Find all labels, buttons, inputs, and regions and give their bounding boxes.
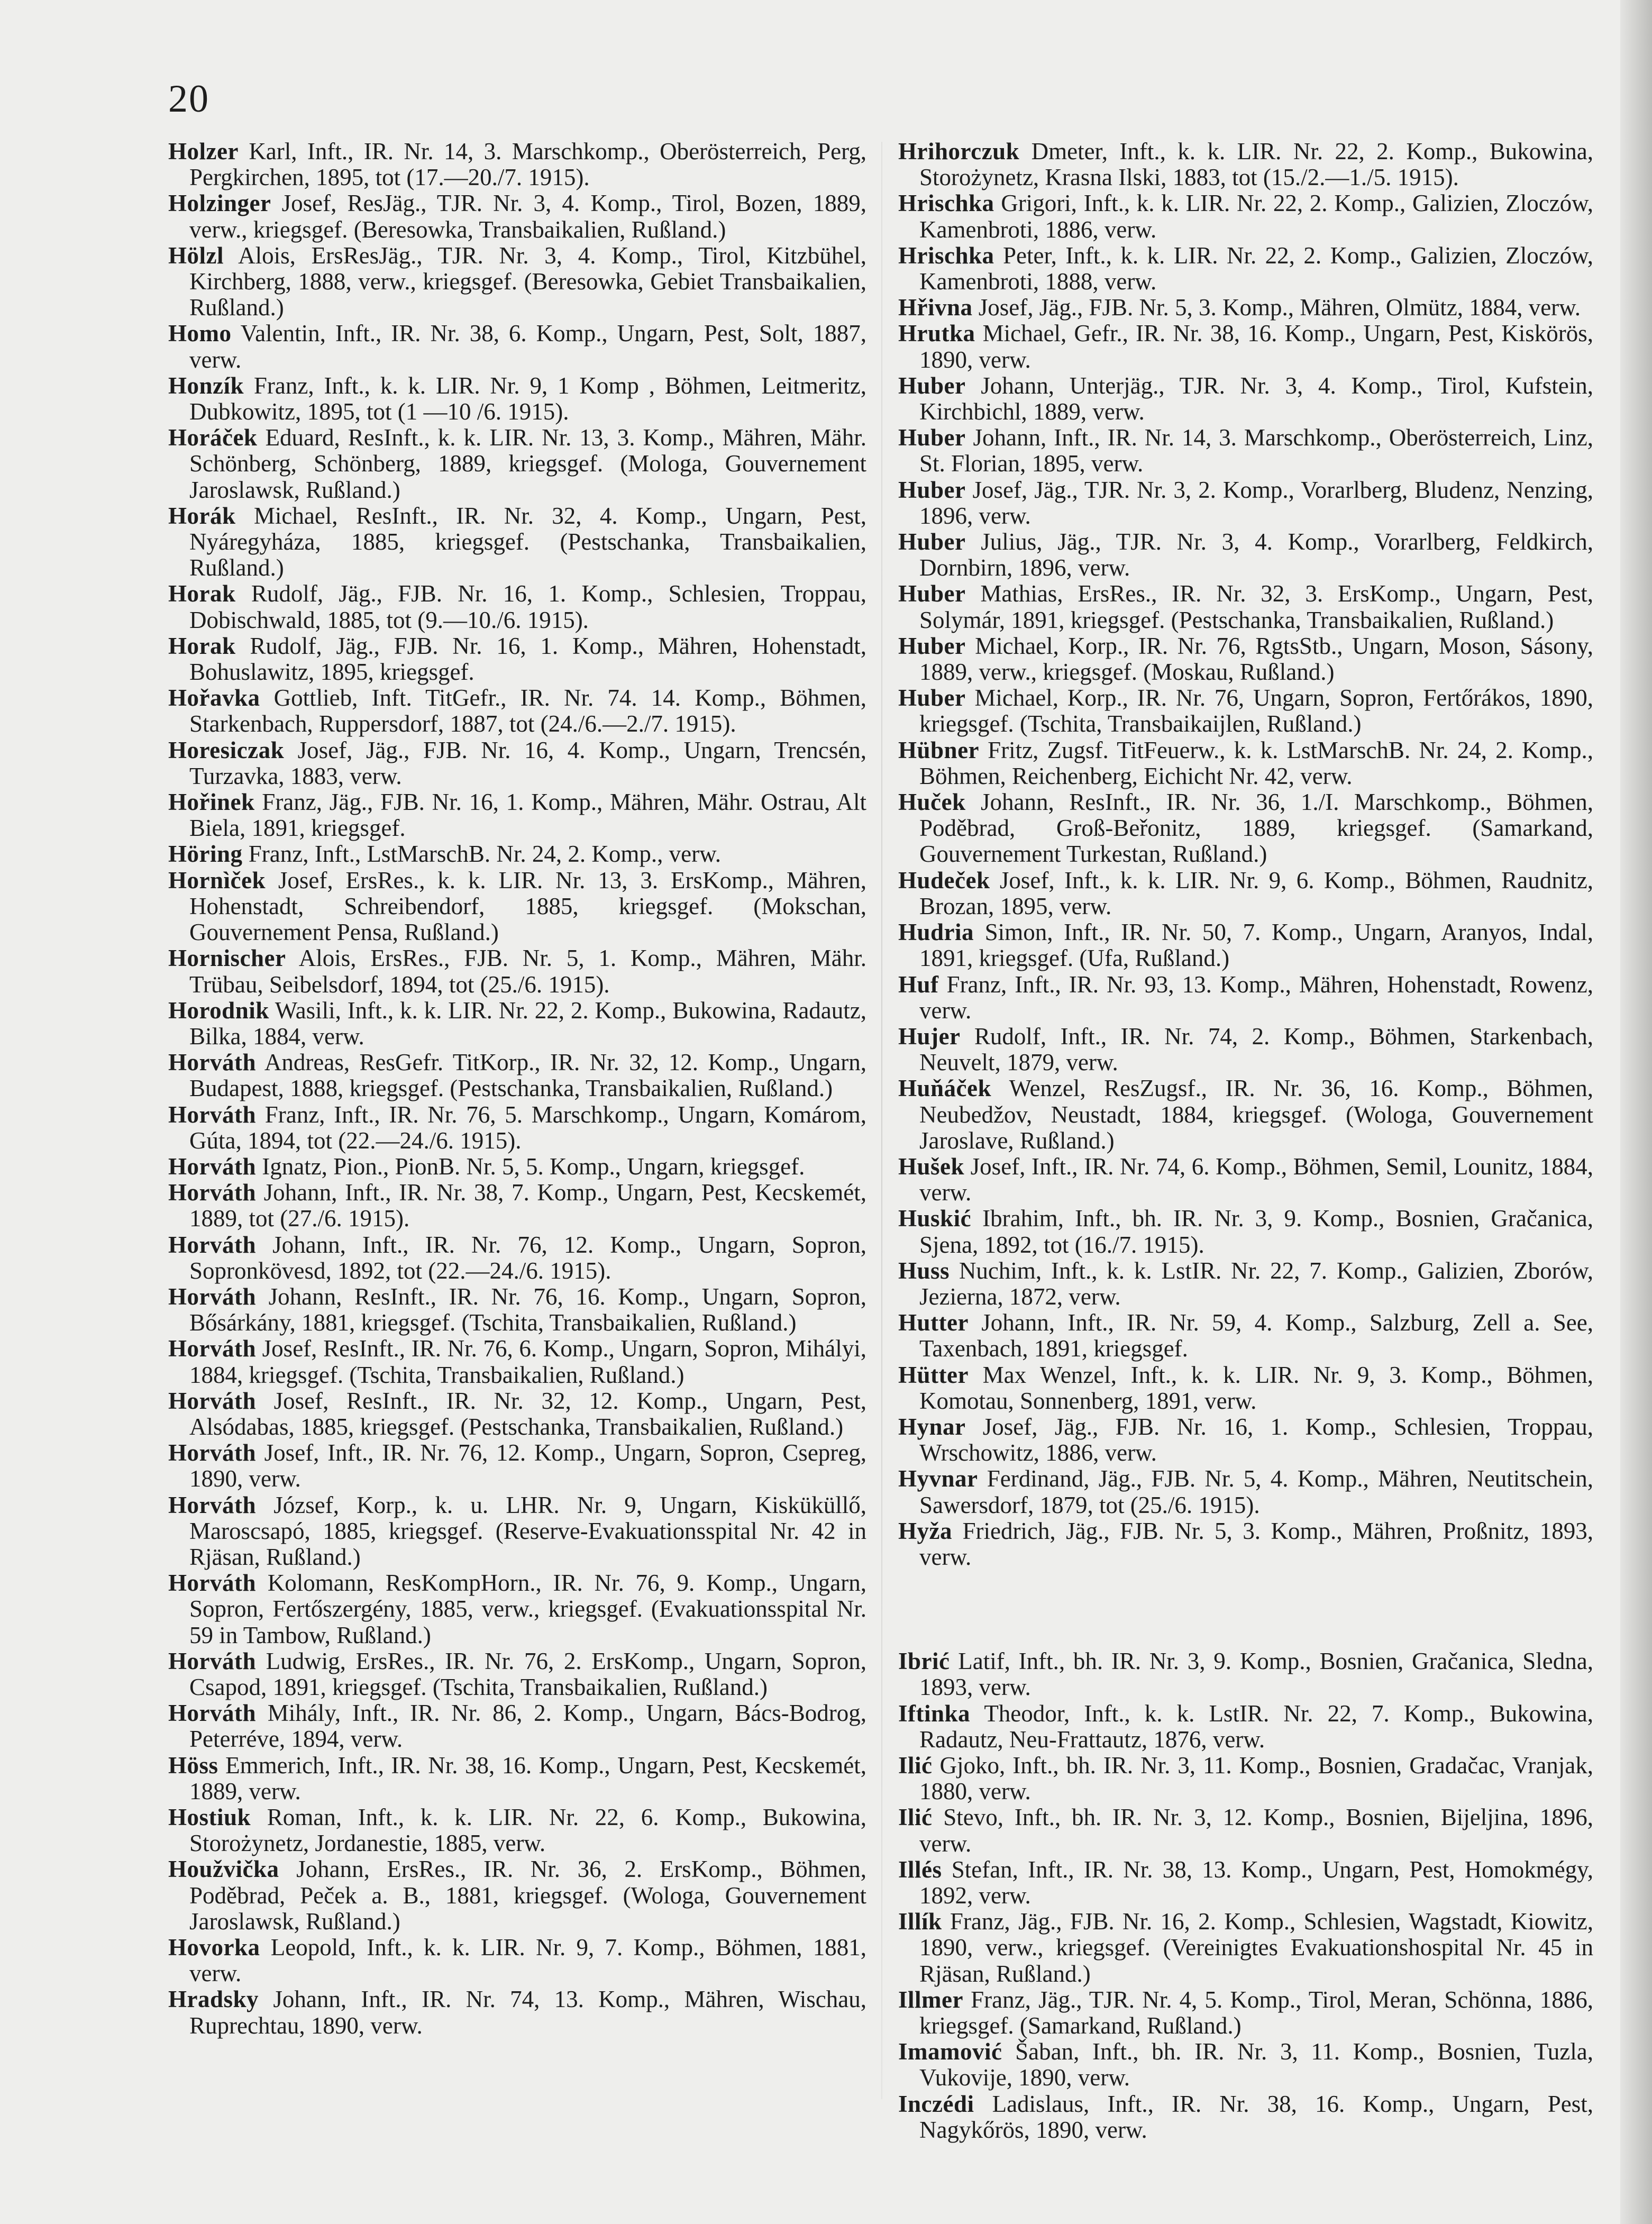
register-entry	[168, 633, 866, 685]
register-entry	[898, 685, 1593, 737]
entry-details: Max Wenzel, Inft., k. k. LIR. Nr. 9, 3. Komp., Böhmen, Komotau, Sonnenberg, 1891, verw.	[919, 1361, 1594, 1414]
entry-surname: Huber	[898, 685, 966, 712]
entry-details: Johann, Inft., IR. Nr. 76, 12. Komp., Ungarn, Sopron, Sopronkövesd, 1892, tot (22.—24./6. 1915).	[189, 1231, 866, 1284]
register-entry	[898, 633, 1593, 685]
entry-details: Josef, Jäg., TJR. Nr. 3, 2. Komp., Vorarlberg, Bludenz, Nenzing, 1896, verw.	[919, 476, 1594, 529]
entry-details: Josef, Jäg., FJB. Nr. 16, 4. Komp., Ungarn, Trencsén, Turzavka, 1883, verw.	[189, 736, 866, 789]
entry-details: Dmeter, Inft., k. k. LIR. Nr. 22, 2. Komp., Bukowina, Storożynetz, Krasna Ilski, 1883, tot (15./2.—1./5. 1915).	[919, 138, 1594, 191]
entry-details: Ferdinand, Jäg., FJB. Nr. 5, 4. Komp., Mähren, Neutitschein, Sawersdorf, 1879, tot (25./6. 1915).	[919, 1465, 1594, 1518]
entry-surname: Hyža	[898, 1517, 952, 1544]
entry-surname: Hynar	[898, 1413, 966, 1440]
register-entry	[898, 789, 1593, 868]
entry-surname: Iftinka	[898, 1700, 971, 1727]
entry-surname: Huber	[898, 580, 966, 607]
register-entry	[168, 1336, 866, 1388]
entry-surname: Huber	[898, 424, 966, 451]
entry-details: Johann, ResInft., IR. Nr. 36, 1./I. Marschkomp., Böhmen, Poděbrad, Groß-Beřonitz, 1889, kriegsgef. (Samarkand, Gouvernement Turkestan, Rußland.)	[919, 789, 1593, 868]
register-entry	[898, 477, 1593, 529]
entry-surname: Horodnik	[168, 997, 269, 1024]
page-number: 20	[168, 77, 209, 121]
entry-surname: Inczédi	[898, 2090, 974, 2117]
entry-details: Franz, Jäg., FJB. Nr. 16, 2. Komp., Schlesien, Wagstadt, Kiowitz, 1890, verw., kriegsgef. (Vereinigtes Evakuationshospital Nr. 45 in Rjäsan, Rußland.)	[919, 1908, 1593, 1987]
entry-details: Ladislaus, Inft., IR. Nr. 38, 16. Komp., Ungarn, Pest, Nagykőrös, 1890, verw.	[919, 2090, 1593, 2143]
entry-details: Eduard, ResInft., k. k. LIR. Nr. 13, 3. Komp., Mähren, Mähr. Schönberg, Schönberg, 1889, kriegsgef. (Mologa, Gouvernement Jaroslawsk, Rußland.)	[189, 424, 867, 503]
register-entry	[168, 945, 866, 997]
entry-surname: Horváth	[168, 1647, 256, 1674]
entry-surname: Hrischka	[898, 190, 994, 217]
entry-details: Theodor, Inft., k. k. LstIR. Nr. 22, 7. Komp., Bukowina, Radautz, Neu-Frattautz, 1876, verw.	[919, 1700, 1594, 1753]
entry-details: Alois, ErsResJäg., TJR. Nr. 3, 4. Komp., Tirol, Kitzbühel, Kirchberg, 1888, verw., kriegsgef. (Beresowka, Gebiet Transbaikalien, Rußland.)	[189, 242, 866, 321]
entry-surname: Hutter	[898, 1309, 969, 1336]
register-entry	[168, 503, 866, 581]
register-entry	[168, 139, 866, 190]
entry-surname: Houžvička	[168, 1856, 279, 1883]
register-entry	[898, 243, 1593, 295]
entry-details: Ignatz, Pion., PionB. Nr. 5, 5. Komp., Ungarn, kriegsgef.	[262, 1153, 805, 1180]
entry-details: Michael, Gefr., IR. Nr. 38, 16. Komp., Ungarn, Pest, Kiskörös, 1890, verw.	[919, 320, 1593, 373]
register-entry	[168, 868, 866, 946]
entry-details: Šaban, Inft., bh. IR. Nr. 3, 11. Komp., Bosnien, Tuzla, Vukovije, 1890, verw.	[919, 2038, 1593, 2091]
entry-surname: Horváth	[168, 1700, 256, 1727]
entry-details: Simon, Inft., IR. Nr. 50, 7. Komp., Ungarn, Aranyos, Indal, 1891, kriegsgef. (Ufa, Rußland.)	[919, 919, 1593, 972]
entry-details: Mihály, Inft., IR. Nr. 86, 2. Komp., Ungarn, Bács-Bodrog, Peterréve, 1894, verw.	[189, 1700, 866, 1753]
register-entry	[168, 1154, 866, 1180]
register-entry	[168, 1935, 866, 1986]
register-entry	[898, 295, 1593, 321]
entry-details: Nuchim, Inft., k. k. LstIR. Nr. 22, 7. Komp., Galizien, Zborów, Jezierna, 1872, verw.	[919, 1257, 1593, 1310]
left-column	[168, 139, 866, 2039]
register-entry	[168, 190, 866, 242]
register-entry	[168, 737, 866, 789]
entry-surname: Hradsky	[168, 1986, 259, 2013]
entry-surname: Holzer	[168, 138, 239, 165]
entry-details: Franz, Inft., IR. Nr. 76, 5. Marschkomp., Ungarn, Komárom, Gúta, 1894, tot (22.—24./6. 1915).	[189, 1101, 866, 1154]
entry-details: Karl, Inft., IR. Nr. 14, 3. Marschkomp., Oberösterreich, Perg, Pergkirchen, 1895, tot (17.—20./7. 1915).	[189, 138, 866, 191]
entry-surname: Horak	[168, 632, 236, 659]
register-entry	[898, 1206, 1593, 1257]
entry-details: Johann, ErsRes., IR. Nr. 36, 2. ErsKomp., Böhmen, Poděbrad, Peček a. B., 1881, kriegsgef. (Wologa, Gouvernement Jaroslawsk, Rußland.)	[189, 1856, 867, 1935]
register-entry	[898, 1909, 1593, 1987]
entry-surname: Hudeček	[898, 867, 990, 894]
entry-details: Ibrahim, Inft., bh. IR. Nr. 3, 9. Komp., Bosnien, Gračanica, Sjena, 1892, tot (16./7. 1915).	[919, 1205, 1594, 1258]
entry-surname: Huskić	[898, 1205, 972, 1232]
entry-details: Rudolf, Jäg., FJB. Nr. 16, 1. Komp., Mähren, Hohenstadt, Bohuslawitz, 1895, kriegsgef.	[189, 632, 866, 686]
scan-page-edge	[1620, 0, 1652, 2224]
register-entry	[898, 1024, 1593, 1075]
entry-surname: Höring	[168, 841, 243, 868]
entry-details: Johann, ResInft., IR. Nr. 76, 16. Komp., Ungarn, Sopron, Bősárkány, 1881, kriegsgef. (Tschita, Transbaikalien, Rußland.)	[189, 1283, 866, 1336]
entry-surname: Hübner	[898, 736, 980, 763]
entry-surname: Horváth	[168, 1387, 256, 1414]
register-entry	[898, 1258, 1593, 1310]
entry-surname: Huss	[898, 1257, 950, 1284]
entry-details: Johann, Inft., IR. Nr. 59, 4. Komp., Salzburg, Zell a. See, Taxenbach, 1891, kriegsgef.	[919, 1309, 1593, 1362]
register-entry	[898, 972, 1593, 1024]
register-entry	[168, 1388, 866, 1440]
entries-h	[898, 139, 1593, 1570]
register-entry	[168, 1804, 866, 1856]
register-entry	[898, 2091, 1593, 2143]
entry-surname: Hovorka	[168, 1934, 260, 1961]
entry-surname: Höss	[168, 1752, 218, 1779]
entry-details: Mathias, ErsRes., IR. Nr. 32, 3. ErsKomp., Ungarn, Pest, Solymár, 1891, kriegsgef. (Pestschanka, Transbaikalien, Rußland.)	[919, 580, 1593, 633]
register-entry	[168, 425, 866, 503]
register-entry	[898, 1518, 1593, 1570]
entry-surname: Hrihorczuk	[898, 138, 1020, 165]
entry-surname: Ilić	[898, 1752, 933, 1779]
section-gap	[898, 1570, 1593, 1648]
entry-details: József, Korp., k. u. LHR. Nr. 9, Ungarn, Kisküküllő, Maroscsapó, 1885, kriegsgef. (Reserve-Evakuationsspital Nr. 42 in Rjäsan, Rußland.)	[189, 1491, 866, 1570]
entry-details: Johann, Inft., IR. Nr. 14, 3. Marschkomp., Oberösterreich, Linz, St. Florian, 1895, verw.	[919, 424, 1594, 477]
register-entry	[898, 1857, 1593, 1909]
entry-details: Wenzel, ResZugsf., IR. Nr. 36, 16. Komp., Böhmen, Neubedžov, Neustadt, 1884, kriegsgef. (Wologa, Gouvernement Jaroslave, Rußland.)	[919, 1075, 1593, 1154]
register-entry	[168, 321, 866, 372]
register-entry	[168, 685, 866, 737]
entry-surname: Hütter	[898, 1361, 969, 1388]
register-entry	[898, 1362, 1593, 1414]
entry-details: Emmerich, Inft., IR. Nr. 38, 16. Komp., Ungarn, Pest, Kecskemét, 1889, verw.	[189, 1752, 867, 1804]
entry-surname: Hořinek	[168, 789, 255, 816]
entry-details: Josef, ResInft., IR. Nr. 76, 6. Komp., Ungarn, Sopron, Mihályi, 1884, kriegsgef. (Tschita, Transbaikalien, Rußland.)	[189, 1335, 867, 1388]
register-entry	[168, 1232, 866, 1284]
entry-surname: Huček	[898, 789, 966, 816]
entry-details: Josef, ResInft., IR. Nr. 32, 12. Komp., Ungarn, Pest, Alsódabas, 1885, kriegsgef. (Pestschanka, Transbaikalien, Rußland.)	[189, 1387, 866, 1440]
entry-details: Johann, Inft., IR. Nr. 74, 13. Komp., Mähren, Wischau, Ruprechtau, 1890, verw.	[189, 1986, 866, 2039]
entry-surname: Horváth	[168, 1335, 256, 1362]
entry-surname: Horváth	[168, 1283, 256, 1310]
entry-surname: Horváth	[168, 1439, 256, 1466]
register-entry	[168, 1570, 866, 1648]
entry-surname: Horváth	[168, 1491, 256, 1518]
entry-details: Gjoko, Inft., bh. IR. Nr. 3, 11. Komp., Bosnien, Gradačac, Vranjak, 1880, verw.	[919, 1752, 1594, 1805]
entry-details: Josef, Jäg., FJB. Nr. 16, 1. Komp., Schlesien, Troppau, Wrschowitz, 1886, verw.	[919, 1413, 1593, 1466]
register-entry	[898, 919, 1593, 971]
entry-surname: Huber	[898, 372, 966, 399]
entry-surname: Hřivna	[898, 294, 973, 321]
entries-i	[898, 1648, 1593, 2143]
entry-surname: Hyvnar	[898, 1465, 978, 1492]
entry-details: Michael, Korp., IR. Nr. 76, RgtsStb., Ungarn, Moson, Sásony, 1889, verw., kriegsgef. (Moskau, Rußland.)	[919, 632, 1593, 686]
entry-surname: Huber	[898, 476, 966, 503]
entry-details: Stefan, Inft., IR. Nr. 38, 13. Komp., Ungarn, Pest, Homokmégy, 1892, verw.	[919, 1856, 1593, 1909]
entry-surname: Hornischer	[168, 945, 286, 972]
entry-details: Josef, Inft., k. k. LIR. Nr. 9, 6. Komp., Böhmen, Raudnitz, Brozan, 1895, verw.	[919, 867, 1594, 919]
entry-details: Andreas, ResGefr. TitKorp., IR. Nr. 32, 12. Komp., Ungarn, Budapest, 1888, kriegsgef. (Pestschanka, Transbaikalien, Rußland.)	[189, 1049, 866, 1102]
register-entry	[898, 321, 1593, 372]
entry-surname: Horesiczak	[168, 736, 285, 763]
entry-surname: Huňáček	[898, 1075, 992, 1102]
register-entry	[898, 868, 1593, 919]
register-entry	[168, 841, 866, 867]
entry-details: Franz, Inft., k. k. LIR. Nr. 9, 1 Komp , Böhmen, Leitmeritz, Dubkowitz, 1895, tot (1 —10 /6. 1915).	[189, 372, 866, 425]
entry-details: Roman, Inft., k. k. LIR. Nr. 22, 6. Komp., Bukowina, Storożynetz, Jordanestie, 1885, verw.	[189, 1804, 866, 1857]
register-entry	[168, 1753, 866, 1804]
entry-surname: Illés	[898, 1856, 942, 1883]
entry-surname: Horváth	[168, 1049, 256, 1076]
entry-surname: Hušek	[898, 1153, 965, 1180]
entry-details: Julius, Jäg., TJR. Nr. 3, 4. Komp., Vorarlberg, Feldkirch, Dornbirn, 1896, verw.	[919, 528, 1594, 581]
register-entry	[898, 139, 1593, 190]
entry-surname: Illmer	[898, 1986, 963, 2013]
register-entry	[898, 529, 1593, 581]
entry-surname: Hölzl	[168, 242, 224, 269]
entry-surname: Illík	[898, 1908, 942, 1935]
entry-surname: Horváth	[168, 1101, 256, 1128]
entry-details: Stevo, Inft., bh. IR. Nr. 3, 12. Komp., Bosnien, Bijeljina, 1896, verw.	[919, 1804, 1594, 1857]
entry-surname: Ibrić	[898, 1648, 950, 1675]
entry-details: Peter, Inft., k. k. LIR. Nr. 22, 2. Komp., Galizien, Zloczów, Kamenbroti, 1888, verw.	[919, 242, 1593, 295]
entry-surname: Imamović	[898, 2038, 1002, 2065]
entry-surname: Huber	[898, 528, 966, 555]
register-entry	[898, 1075, 1593, 1154]
entry-surname: Hořavka	[168, 685, 260, 712]
register-entry	[898, 1648, 1593, 1700]
register-entry	[168, 998, 866, 1050]
entry-details: Grigori, Inft., k. k. LIR. Nr. 22, 2. Komp., Galizien, Zloczów, Kamenbroti, 1886, verw.	[919, 190, 1593, 243]
entry-surname: Honzík	[168, 372, 244, 399]
register-entry	[898, 190, 1593, 242]
entry-details: Leopold, Inft., k. k. LIR. Nr. 9, 7. Komp., Böhmen, 1881, verw.	[189, 1934, 867, 1987]
entry-details: Franz, Jäg., TJR. Nr. 4, 5. Komp., Tirol, Meran, Schönna, 1886, kriegsgef. (Samarkand, Rußland.)	[919, 1986, 1593, 2039]
entry-details: Franz, Inft., LstMarschB. Nr. 24, 2. Komp., verw.	[248, 841, 721, 868]
register-entry	[168, 1492, 866, 1571]
register-entry	[898, 1466, 1593, 1518]
entry-surname: Huber	[898, 632, 966, 659]
register-entry	[898, 2039, 1593, 2091]
entry-details: Gottlieb, Inft. TitGefr., IR. Nr. 74. 14. Komp., Böhmen, Starkenbach, Ruppersdorf, 1887, tot (24./6.—2./7. 1915).	[189, 685, 867, 737]
entry-surname: Horák	[168, 502, 236, 529]
entry-surname: Horak	[168, 580, 236, 607]
entry-surname: Hostiuk	[168, 1804, 251, 1830]
register-entry	[898, 1804, 1593, 1856]
register-entry	[168, 1180, 866, 1232]
entry-surname: Horváth	[168, 1153, 256, 1180]
entry-surname: Hrutka	[898, 320, 975, 347]
entry-details: Franz, Inft., IR. Nr. 93, 13. Komp., Mähren, Hohenstadt, Rowenz, verw.	[919, 971, 1594, 1024]
entry-surname: Horváth	[168, 1231, 256, 1258]
entry-surname: Horváth	[168, 1179, 256, 1206]
entry-details: Wasili, Inft., k. k. LIR. Nr. 22, 2. Komp., Bukowina, Radautz, Bilka, 1884, verw.	[189, 997, 867, 1050]
entry-surname: Hujer	[898, 1023, 961, 1050]
register-entry	[168, 1284, 866, 1336]
register-entry	[168, 1050, 866, 1101]
entry-surname: Holzinger	[168, 190, 271, 217]
entry-surname: Hornìček	[168, 867, 266, 894]
register-entry	[168, 373, 866, 425]
register-entry	[168, 1648, 866, 1700]
register-entry	[898, 1310, 1593, 1362]
entry-details: Johann, Inft., IR. Nr. 38, 7. Komp., Ungarn, Pest, Kecskemét, 1889, tot (27./6. 1915).	[189, 1179, 866, 1232]
register-entry	[168, 1986, 866, 2038]
entry-details: Josef, ResJäg., TJR. Nr. 3, 4. Komp., Tirol, Bozen, 1889, verw., kriegsgef. (Beresowka, Transbaikalien, Rußland.)	[189, 190, 867, 243]
register-entry	[898, 1987, 1593, 2039]
register-entry	[168, 1856, 866, 1935]
entry-surname: Huf	[898, 971, 939, 998]
entry-details: Ludwig, ErsRes., IR. Nr. 76, 2. ErsKomp., Ungarn, Sopron, Csapod, 1891, kriegsgef. (Tschita, Transbaikalien, Rußland.)	[189, 1647, 866, 1700]
entry-details: Kolomann, ResKompHorn., IR. Nr. 76, 9. Komp., Ungarn, Sopron, Fertőszergény, 1885, verw., kriegsgef. (Evakuationsspital Nr. 59 in Tambow, Rußland.)	[189, 1570, 866, 1648]
register-entry	[898, 581, 1593, 633]
entry-details: Michael, Korp., IR. Nr. 76, Ungarn, Sopron, Fertőrákos, 1890, kriegsgef. (Tschita, Transbaikaijlen, Rußland.)	[919, 685, 1593, 737]
entry-details: Rudolf, Jäg., FJB. Nr. 16, 1. Komp., Schlesien, Troppau, Dobischwald, 1885, tot (9.—10./6. 1915).	[189, 580, 866, 633]
entry-details: Latif, Inft., bh. IR. Nr. 3, 9. Komp., Bosnien, Gračanica, Sledna, 1893, verw.	[919, 1648, 1593, 1701]
entry-details: Josef, Inft., IR. Nr. 74, 6. Komp., Böhmen, Semil, Lounitz, 1884, verw.	[919, 1153, 1594, 1206]
register-entry	[168, 1700, 866, 1752]
register-entry	[898, 1154, 1593, 1206]
entry-details: Friedrich, Jäg., FJB. Nr. 5, 3. Komp., Mähren, Proßnitz, 1893, verw.	[919, 1517, 1594, 1570]
entry-details: Franz, Jäg., FJB. Nr. 16, 1. Komp., Mähren, Mähr. Ostrau, Alt Biela, 1891, kriegsgef.	[189, 789, 867, 842]
right-column	[898, 139, 1593, 2143]
entry-surname: Hrischka	[898, 242, 994, 269]
register-entry	[898, 1701, 1593, 1753]
entry-surname: Horváth	[168, 1570, 256, 1597]
entry-details: Valentin, Inft., IR. Nr. 38, 6. Komp., Ungarn, Pest, Solt, 1887, verw.	[189, 320, 866, 373]
entry-surname: Hudria	[898, 919, 974, 946]
register-entry	[168, 1102, 866, 1154]
entry-surname: Horáček	[168, 424, 258, 451]
register-entry	[168, 1440, 866, 1492]
column-divider	[881, 142, 882, 2099]
entry-details: Alois, ErsRes., FJB. Nr. 5, 1. Komp., Mähren, Mähr. Trübau, Seibelsdorf, 1894, tot (25./6. 1915).	[189, 945, 866, 998]
entry-details: Johann, Unterjäg., TJR. Nr. 3, 4. Komp., Tirol, Kufstein, Kirchbichl, 1889, verw.	[919, 372, 1593, 425]
register-entry	[898, 737, 1593, 789]
register-entry	[898, 1414, 1593, 1466]
entry-details: Josef, Jäg., FJB. Nr. 5, 3. Komp., Mähren, Olmütz, 1884, verw.	[978, 294, 1581, 321]
entry-details: Josef, ErsRes., k. k. LIR. Nr. 13, 3. ErsKomp., Mähren, Hohenstadt, Schreibendorf, 1885, kriegsgef. (Mokschan, Gouvernement Pensa, Rußland.)	[189, 867, 867, 946]
entry-surname: Homo	[168, 320, 232, 347]
register-entry	[898, 425, 1593, 477]
register-entry	[898, 1753, 1593, 1804]
entry-details: Rudolf, Inft., IR. Nr. 74, 2. Komp., Böhmen, Starkenbach, Neuvelt, 1879, verw.	[919, 1023, 1594, 1076]
entry-details: Josef, Inft., IR. Nr. 76, 12. Komp., Ungarn, Sopron, Csepreg, 1890, verw.	[189, 1439, 867, 1492]
register-entry	[168, 789, 866, 841]
register-entry	[168, 581, 866, 633]
entry-surname: Ilić	[898, 1804, 933, 1831]
entry-details: Fritz, Zugsf. TitFeuerw., k. k. LstMarschB. Nr. 24, 2. Komp., Böhmen, Reichenberg, Eichicht Nr. 42, verw.	[919, 736, 1593, 789]
entry-details: Michael, ResInft., IR. Nr. 32, 4. Komp., Ungarn, Pest, Nyáregyháza, 1885, kriegsgef. (Pestschanka, Transbaikalien, Rußland.)	[189, 502, 867, 581]
register-entry	[168, 243, 866, 321]
register-entry	[898, 373, 1593, 425]
